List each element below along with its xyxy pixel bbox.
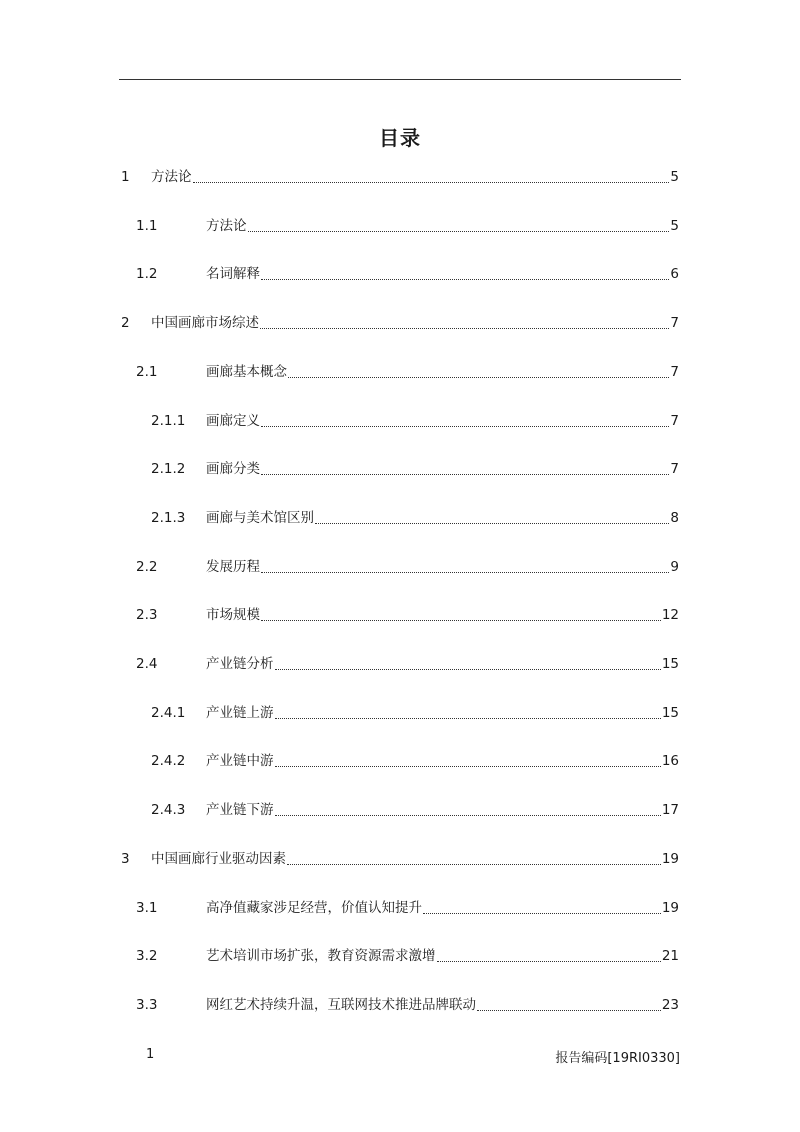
toc-entry-number: 2.1.1: [151, 413, 186, 429]
toc-entry-page: 6: [670, 266, 679, 282]
toc-entry-page: 16: [661, 753, 679, 769]
toc-entry-label: 名词解释: [206, 266, 260, 282]
toc-entry-page: 21: [661, 948, 679, 964]
toc-entry-page: 9: [670, 559, 679, 575]
toc-entry-label: 产业链上游: [206, 705, 274, 721]
toc-entry[interactable]: [136, 362, 679, 382]
toc-dot-leader: [275, 718, 661, 719]
toc-entry-number: 3.3: [136, 997, 158, 1013]
toc-entry-page: 23: [661, 997, 679, 1013]
toc-entry-page: 17: [661, 802, 679, 818]
toc-entry-page: 19: [661, 900, 679, 916]
toc-entry-number: 3.2: [136, 948, 158, 964]
toc-entry[interactable]: [136, 605, 679, 625]
toc-entry-page: 7: [670, 413, 679, 429]
report-code: 报告编码[19RI0330]: [555, 1051, 680, 1066]
toc-entry-label: 中国画廊行业驱动因素: [151, 851, 286, 867]
toc-title: 目录: [379, 126, 421, 150]
toc-entry-label: 画廊定义: [206, 413, 260, 429]
toc-entry[interactable]: [151, 800, 679, 820]
toc-entry-number: 1.2: [136, 266, 158, 282]
toc-entry[interactable]: [121, 167, 679, 187]
toc-entry-page: 19: [661, 851, 679, 867]
toc-entry-number: 1: [121, 169, 130, 185]
toc-entry[interactable]: [136, 898, 679, 918]
toc-entry-page: 15: [661, 656, 679, 672]
toc-dot-leader: [275, 815, 661, 816]
toc-entry-page: 8: [670, 510, 679, 526]
toc-entry[interactable]: [151, 508, 679, 528]
toc-entry-page: 15: [661, 705, 679, 721]
toc-dot-leader: [315, 523, 669, 524]
toc-entry-page: 5: [670, 169, 679, 185]
toc-entry-label: 画廊基本概念: [206, 364, 287, 380]
toc-dot-leader: [288, 377, 669, 378]
toc-entry[interactable]: [136, 654, 679, 674]
toc-entry-label: 画廊与美术馆区别: [206, 510, 314, 526]
toc-dot-leader: [275, 669, 661, 670]
toc-entry-number: 2.4.3: [151, 802, 186, 818]
toc-entry-number: 2.1.3: [151, 510, 186, 526]
toc-entry[interactable]: [136, 557, 679, 577]
toc-entry[interactable]: [121, 849, 679, 869]
toc-dot-leader: [261, 620, 661, 621]
toc-dot-leader: [261, 279, 669, 280]
toc-entry-number: 2.2: [136, 559, 158, 575]
page-number: 1: [146, 1047, 155, 1062]
toc-entry[interactable]: [136, 264, 679, 284]
toc-entry-label: 方法论: [151, 169, 192, 185]
toc-dot-leader: [275, 766, 661, 767]
toc-dot-leader: [437, 961, 661, 962]
toc-entry[interactable]: [136, 946, 679, 966]
toc-entry-label: 产业链中游: [206, 753, 274, 769]
toc-entry-number: 2.4.2: [151, 753, 186, 769]
toc-dot-leader: [260, 328, 669, 329]
toc-entry-page: 5: [670, 218, 679, 234]
toc-entry-number: 2.4: [136, 656, 158, 672]
toc-dot-leader: [477, 1010, 661, 1011]
toc-entry[interactable]: [136, 995, 679, 1015]
toc-entry-number: 3.1: [136, 900, 158, 916]
toc-entry-label: 中国画廊市场综述: [151, 315, 259, 331]
toc-entry-page: 12: [661, 607, 679, 623]
toc-entry[interactable]: [121, 313, 679, 333]
toc-entry-number: 1.1: [136, 218, 158, 234]
toc-dot-leader: [261, 572, 669, 573]
toc-entry[interactable]: [151, 703, 679, 723]
toc-entry-label: 方法论: [206, 218, 247, 234]
toc-entry[interactable]: [136, 216, 679, 236]
toc-dot-leader: [261, 426, 669, 427]
toc-dot-leader: [261, 474, 669, 475]
toc-entry-number: 3: [121, 851, 130, 867]
toc-entry[interactable]: [151, 459, 679, 479]
toc-entry-label: 发展历程: [206, 559, 260, 575]
toc-entry-number: 2.1: [136, 364, 158, 380]
toc-entry-number: 2: [121, 315, 130, 331]
toc-entry-label: 艺术培训市场扩张，教育资源需求激增: [206, 948, 436, 964]
toc-entry-label: 产业链分析: [206, 656, 274, 672]
toc-entry-page: 7: [670, 461, 679, 477]
toc-entry[interactable]: [151, 751, 679, 771]
toc-entry-label: 市场规模: [206, 607, 260, 623]
toc-entry-label: 网红艺术持续升温，互联网技术推进品牌联动: [206, 997, 476, 1013]
toc-entry-label: 画廊分类: [206, 461, 260, 477]
toc-entry-number: 2.3: [136, 607, 158, 623]
toc-dot-leader: [193, 182, 670, 183]
toc-entry-page: 7: [670, 364, 679, 380]
toc-dot-leader: [423, 913, 661, 914]
toc-entry-number: 2.1.2: [151, 461, 186, 477]
toc-dot-leader: [287, 864, 661, 865]
toc-entry-label: 高净值藏家涉足经营，价值认知提升: [206, 900, 422, 916]
toc-entry-label: 产业链下游: [206, 802, 274, 818]
toc-entry-number: 2.4.1: [151, 705, 186, 721]
toc-entry-page: 7: [670, 315, 679, 331]
toc-entry[interactable]: [151, 411, 679, 431]
toc-dot-leader: [248, 231, 670, 232]
